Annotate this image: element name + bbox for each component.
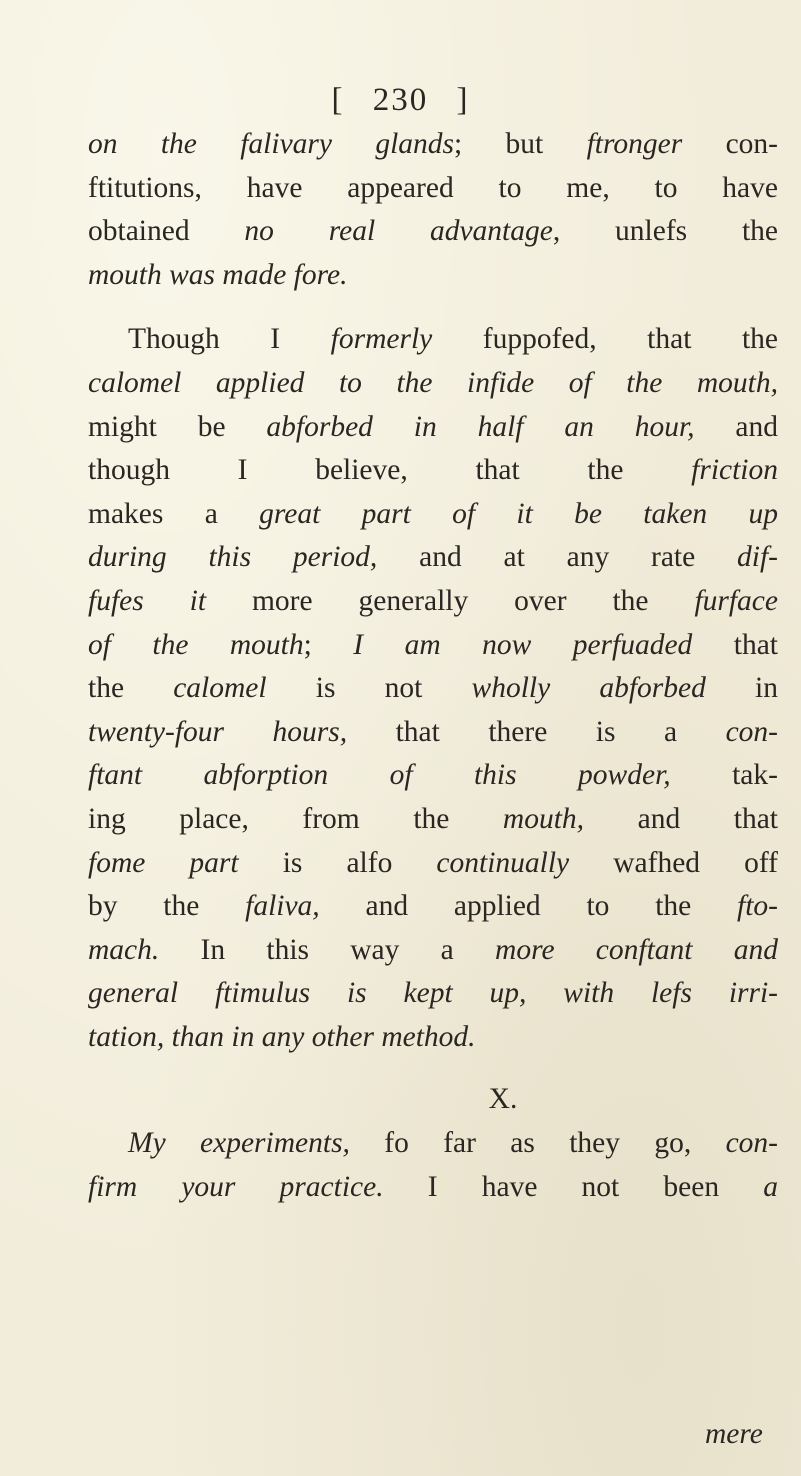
paragraph-2-line-17: tation, than in any other method. <box>88 1020 476 1053</box>
paragraph-2-line-8: of the mouth; I am now perfuaded that <box>88 628 778 661</box>
paragraph-2-line-5: makes a great part of it be taken up <box>88 497 778 530</box>
header-close-bracket: ] <box>456 82 470 118</box>
paragraph-2-line-6: during this period, and at any rate dif- <box>88 541 778 574</box>
page-number: 230 <box>372 82 429 118</box>
paragraph-2-line-11: ftant abforption of this powder, tak- <box>88 759 778 792</box>
paragraph-2-line-9: the calomel is not wholly abforbed in <box>88 672 778 705</box>
paragraph-2-line-15: mach. In this way a more conftant and <box>88 933 778 966</box>
paragraph-2-line-14: by the faliva, and applied to the fto- <box>88 890 778 923</box>
paragraph-2-line-10: twenty-four hours, that there is a con- <box>88 715 778 748</box>
paragraph-1-line-1: on the falivary glands; but ftronger con- <box>88 128 778 160</box>
paragraph-2-line-16: general ftimulus is kept up, with lefs irri- <box>88 977 778 1010</box>
paragraph-3-line-1: My experiments, fo far as they go, con- <box>128 1127 778 1160</box>
section-number: X. <box>488 1083 518 1116</box>
paragraph-1-line-2: ftitutions, have appeared to me, to have <box>88 171 778 204</box>
paragraph-3-line-2: firm your practice. I have not been a <box>88 1170 778 1203</box>
paragraph-2-line-7: fufes it more generally over the furface <box>88 584 778 617</box>
header-open-bracket: [ <box>331 82 345 118</box>
catchword: mere <box>705 1418 763 1450</box>
paragraph-1-line-4: mouth was made fore. <box>88 258 348 291</box>
paragraph-2-line-1: Though I formerly fuppofed, that the <box>128 323 778 356</box>
paragraph-2-line-4: though I believe, that the friction <box>88 454 778 487</box>
paragraph-2-line-2: calomel applied to the infide of the mouth, <box>88 366 778 399</box>
page-header <box>0 82 801 119</box>
paragraph-2-line-12: ing place, from the mouth, and that <box>88 802 778 835</box>
body-text <box>88 123 778 1209</box>
paragraph-1-line-3: obtained no real advantage, unlefs the <box>88 215 778 248</box>
paragraph-2-line-3: might be abforbed in half an hour, and <box>88 410 778 443</box>
paragraph-2-line-13: fome part is alfo continually wafhed off <box>88 846 778 879</box>
